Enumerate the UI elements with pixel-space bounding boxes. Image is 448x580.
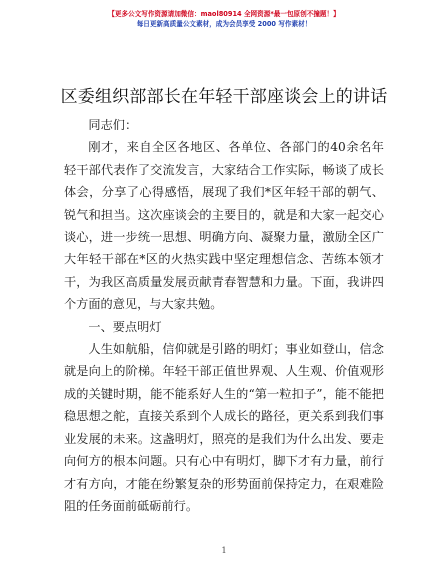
- salutation: 同志们：: [88, 118, 138, 132]
- promo-banner: [0, 9, 448, 29]
- document-body: [64, 114, 384, 517]
- promo-banner-line1: 【更多公文写作资源请加微信：maol80914 全网资源*最一包原创不撞题！】: [108, 10, 340, 18]
- section-heading: 一、要点明灯: [88, 319, 162, 334]
- intro-paragraph: 刚才，来自全区各地区、各单位、各部门的40余名年轻干部代表作了交流发言，大家结合工作实际，畅谈了成长体会，分享了心得感悟，展现了我们*区年轻干部的朝气、锐气和担当。这次座谈会的主要目的，就是和大家一起交心谈心，进一步统一思想、明确方向、凝聚力量，激励全区广大年轻干部在*区的火热实践中坚定理想信念、苦练本领才干，为我区高质量发展贡献青春智慧和力量。下面，我讲四个方面的意见，与大家共勉。: [64, 140, 384, 312]
- section-paragraph: 人生如航船，信仰就是引路的明灯；事业如登山，信念就是向上的阶梯。年轻干部正值世界观、人生观、价值观形成的关键时期，能不能系好人生的“第一粒扣子”，能不能把稳思想之舵，直接关系到个人成长的路径，更关系到我们事业发展的未来。这盏明灯，照亮的是我们为什么出发、要走向何方的根本问题。只有心中有明灯，脚下才有力量，前行才有方向，才能在纷繁复杂的形势面前保持定力，在艰难险阻的任务面前砥砺前行。: [64, 342, 384, 513]
- document-title: 区委组织部部长在年轻干部座谈会上的讲话: [60, 87, 388, 107]
- promo-banner-line2: 每日更新高质量公文素材，成为会员享受 2000 写作素材！: [136, 20, 312, 28]
- page-number: 1: [221, 546, 227, 555]
